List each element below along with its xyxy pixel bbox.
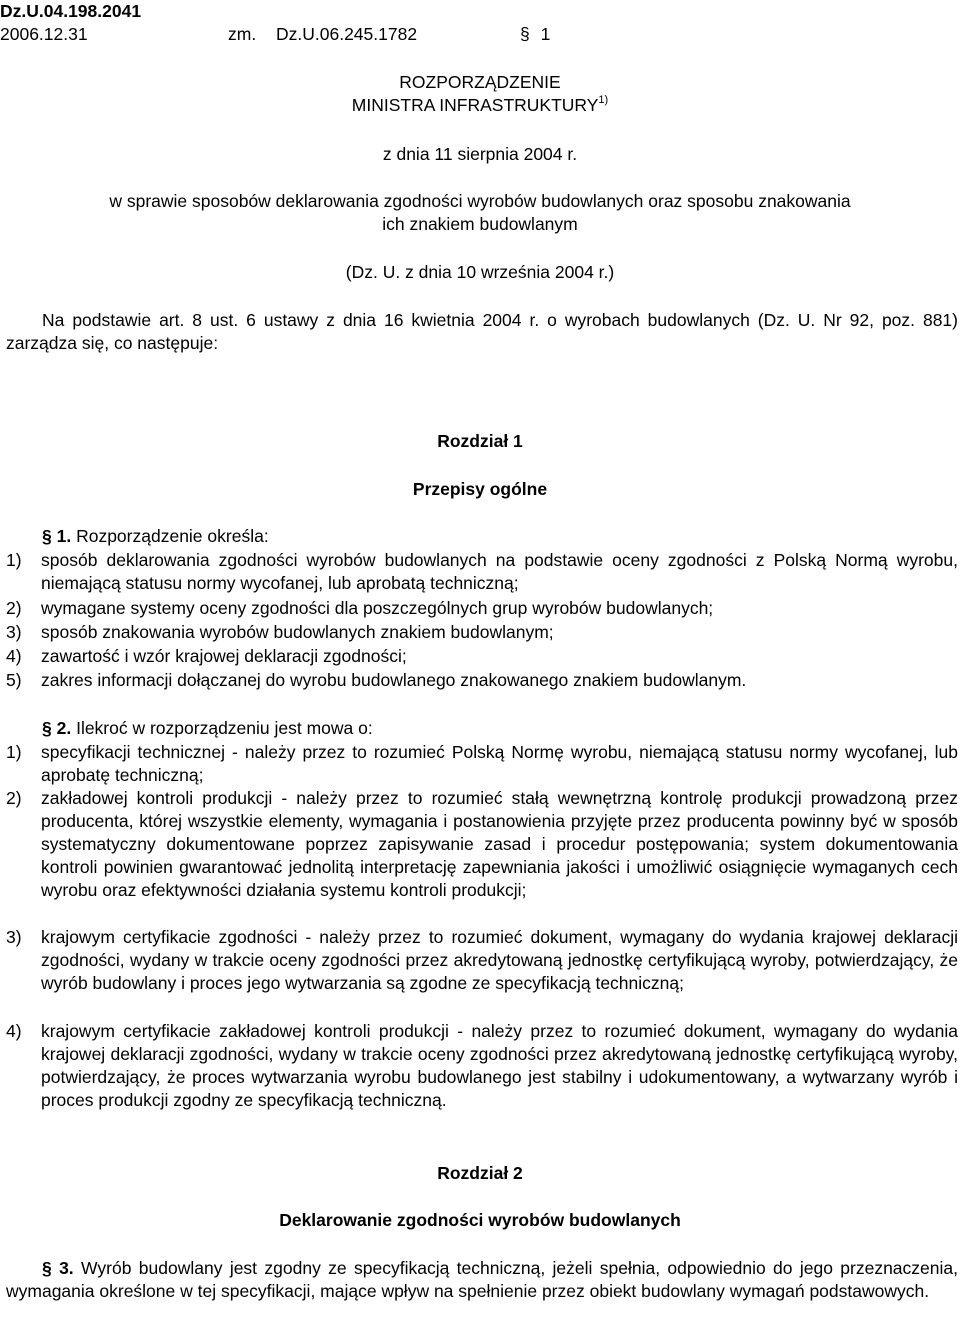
list-item-number: 3)	[6, 622, 22, 642]
list-item-number: 2)	[6, 598, 22, 618]
list-item-number: 1)	[6, 742, 22, 762]
chapter-2-title: Deklarowanie zgodności wyrobów budowlanych	[279, 1210, 681, 1230]
list-item	[6, 787, 958, 902]
list-item-text: zakres informacji dołączanej do wyrobu budowlanego znakowanego znakiem budowlanym.	[41, 670, 747, 690]
issuing-authority-name: MINISTRA INFRASTRUKTURY	[351, 95, 599, 115]
paragraph-1-intro: Rozporządzenie określa:	[76, 526, 269, 546]
list-item-text: wymagane systemy oceny zgodności dla poszczególnych grup wyrobów budowlanych;	[41, 598, 714, 618]
list-item-text: krajowym certyfikacie zgodności - należy przez to rozumieć dokument, wymagany do wydania krajowej deklaracji zgodności, wydany w trakcie oceny zgodności przez akredytowaną jednostkę certyfikującą wyroby, potwierdzający, że wyrób budowlany i proces jego wytwarzania są zgodne ze specyfikacją techniczną;	[41, 927, 958, 993]
chapter-2-number: Rozdział 2	[437, 1163, 523, 1183]
list-item-text: krajowym certyfikacie zakładowej kontroli produkcji - należy przez to rozumieć dokument, wymagany do wydania krajowej deklaracji zgodności, wydany w trakcie oceny zgodności przez akredytowaną jednostkę certyfikującą wyroby, potwierdzający, że proces wytwarzania wyrobu budowlanego jest stabilny i udokumentowany, a wytwarzany wyrób i proces produkcji zgodny ze specyfikacją techniczną.	[41, 1021, 958, 1110]
list-item-number: 2)	[6, 788, 22, 808]
list-item-number: 5)	[6, 670, 22, 690]
list-item-number: 3)	[6, 927, 22, 947]
paragraph-1-number: § 1.	[42, 526, 72, 546]
act-date: z dnia 11 sierpnia 2004 r.	[382, 144, 578, 164]
paragraph-2-intro: Ilekroć w rozporządzeniu jest mowa o:	[76, 718, 373, 738]
list-item-number: 4)	[6, 1021, 22, 1041]
chapter-1-title: Przepisy ogólne	[412, 479, 548, 499]
amendment-label: zm.	[228, 24, 257, 44]
list-item-text: zawartość i wzór krajowej deklaracji zgodności;	[41, 646, 407, 666]
list-item-text: sposób znakowania wyrobów budowlanych znakiem budowlanym;	[41, 622, 554, 642]
amendment-reference: Dz.U.06.245.1782	[276, 24, 418, 44]
consolidation-date: 2006.12.31	[0, 24, 88, 44]
amendment-section-number: 1	[540, 24, 551, 44]
list-item-text: sposób deklarowania zgodności wyrobów budowlanych na podstawie oceny zgodności z Polską Normą wyrobu, niemającą statusu normy wycofanej, lub aprobatą techniczną;	[41, 550, 958, 593]
list-item	[6, 645, 958, 668]
issuing-authority	[0, 94, 960, 117]
paragraph-1-heading	[42, 525, 269, 548]
list-item	[6, 621, 958, 644]
publication-reference: (Dz. U. z dnia 10 września 2004 r.)	[345, 262, 615, 282]
act-subject-line-1: w sprawie sposobów deklarowania zgodności wyrobów budowlanych oraz sposobu znakowania	[109, 191, 851, 211]
preamble: Na podstawie art. 8 ust. 6 ustawy z dnia 16 kwietnia 2004 r. o wyrobach budowlanych (Dz. U. Nr 92, poz. 881) zarządza się, co następuje:	[6, 310, 958, 353]
act-subject-line-2: ich znakiem budowlanym	[382, 214, 578, 234]
list-item	[6, 1020, 958, 1112]
list-item-number: 1)	[6, 550, 22, 570]
footnote-marker: 1)	[598, 94, 609, 106]
list-item	[6, 669, 958, 692]
list-item-text: zakładowej kontroli produkcji - należy przez to rozumieć stałą wewnętrzną kontrolę produkcji prowadzoną przez producenta, której wszystkie elementy, wymagania i postanowienia przyjęte przez producenta powinny być w sposób systematyczny dokumentowane poprzez zapisywanie zasad i procedur postępowania; system dokumentowania kontroli powinien gwarantować jednolitą interpretację zapewniania jakości i umożliwić osiągnięcie wymaganych cech wyrobu oraz efektywności działania systemu kontroli produkcji;	[41, 788, 958, 900]
list-item-text: specyfikacji technicznej - należy przez to rozumieć Polską Normę wyrobu, niemającą statusu normy wycofanej, lub aprobatę techniczną;	[41, 742, 958, 785]
act-type: ROZPORZĄDZENIE	[399, 72, 561, 92]
paragraph-2-number: § 2.	[42, 718, 72, 738]
document-id: Dz.U.04.198.2041	[0, 1, 142, 21]
chapter-1-number: Rozdział 1	[437, 431, 523, 451]
list-item	[6, 926, 958, 995]
paragraph-3	[6, 1257, 958, 1303]
paragraph-3-text: Wyrób budowlany jest zgodny ze specyfikacją techniczną, jeżeli spełnia, odpowiednio do jego przeznaczenia, wymagania określone w tej specyfikacji, mające wpływ na spełnienie przez obiekt budowlany wymagań podstawowych.	[6, 1258, 958, 1301]
list-item	[6, 597, 958, 620]
paragraph-2-heading	[42, 717, 373, 740]
list-item	[6, 549, 958, 595]
list-item-number: 4)	[6, 646, 22, 666]
section-sign: §	[520, 24, 530, 44]
list-item	[6, 741, 958, 787]
paragraph-3-number: § 3.	[42, 1258, 74, 1278]
amendment-section	[520, 23, 550, 46]
